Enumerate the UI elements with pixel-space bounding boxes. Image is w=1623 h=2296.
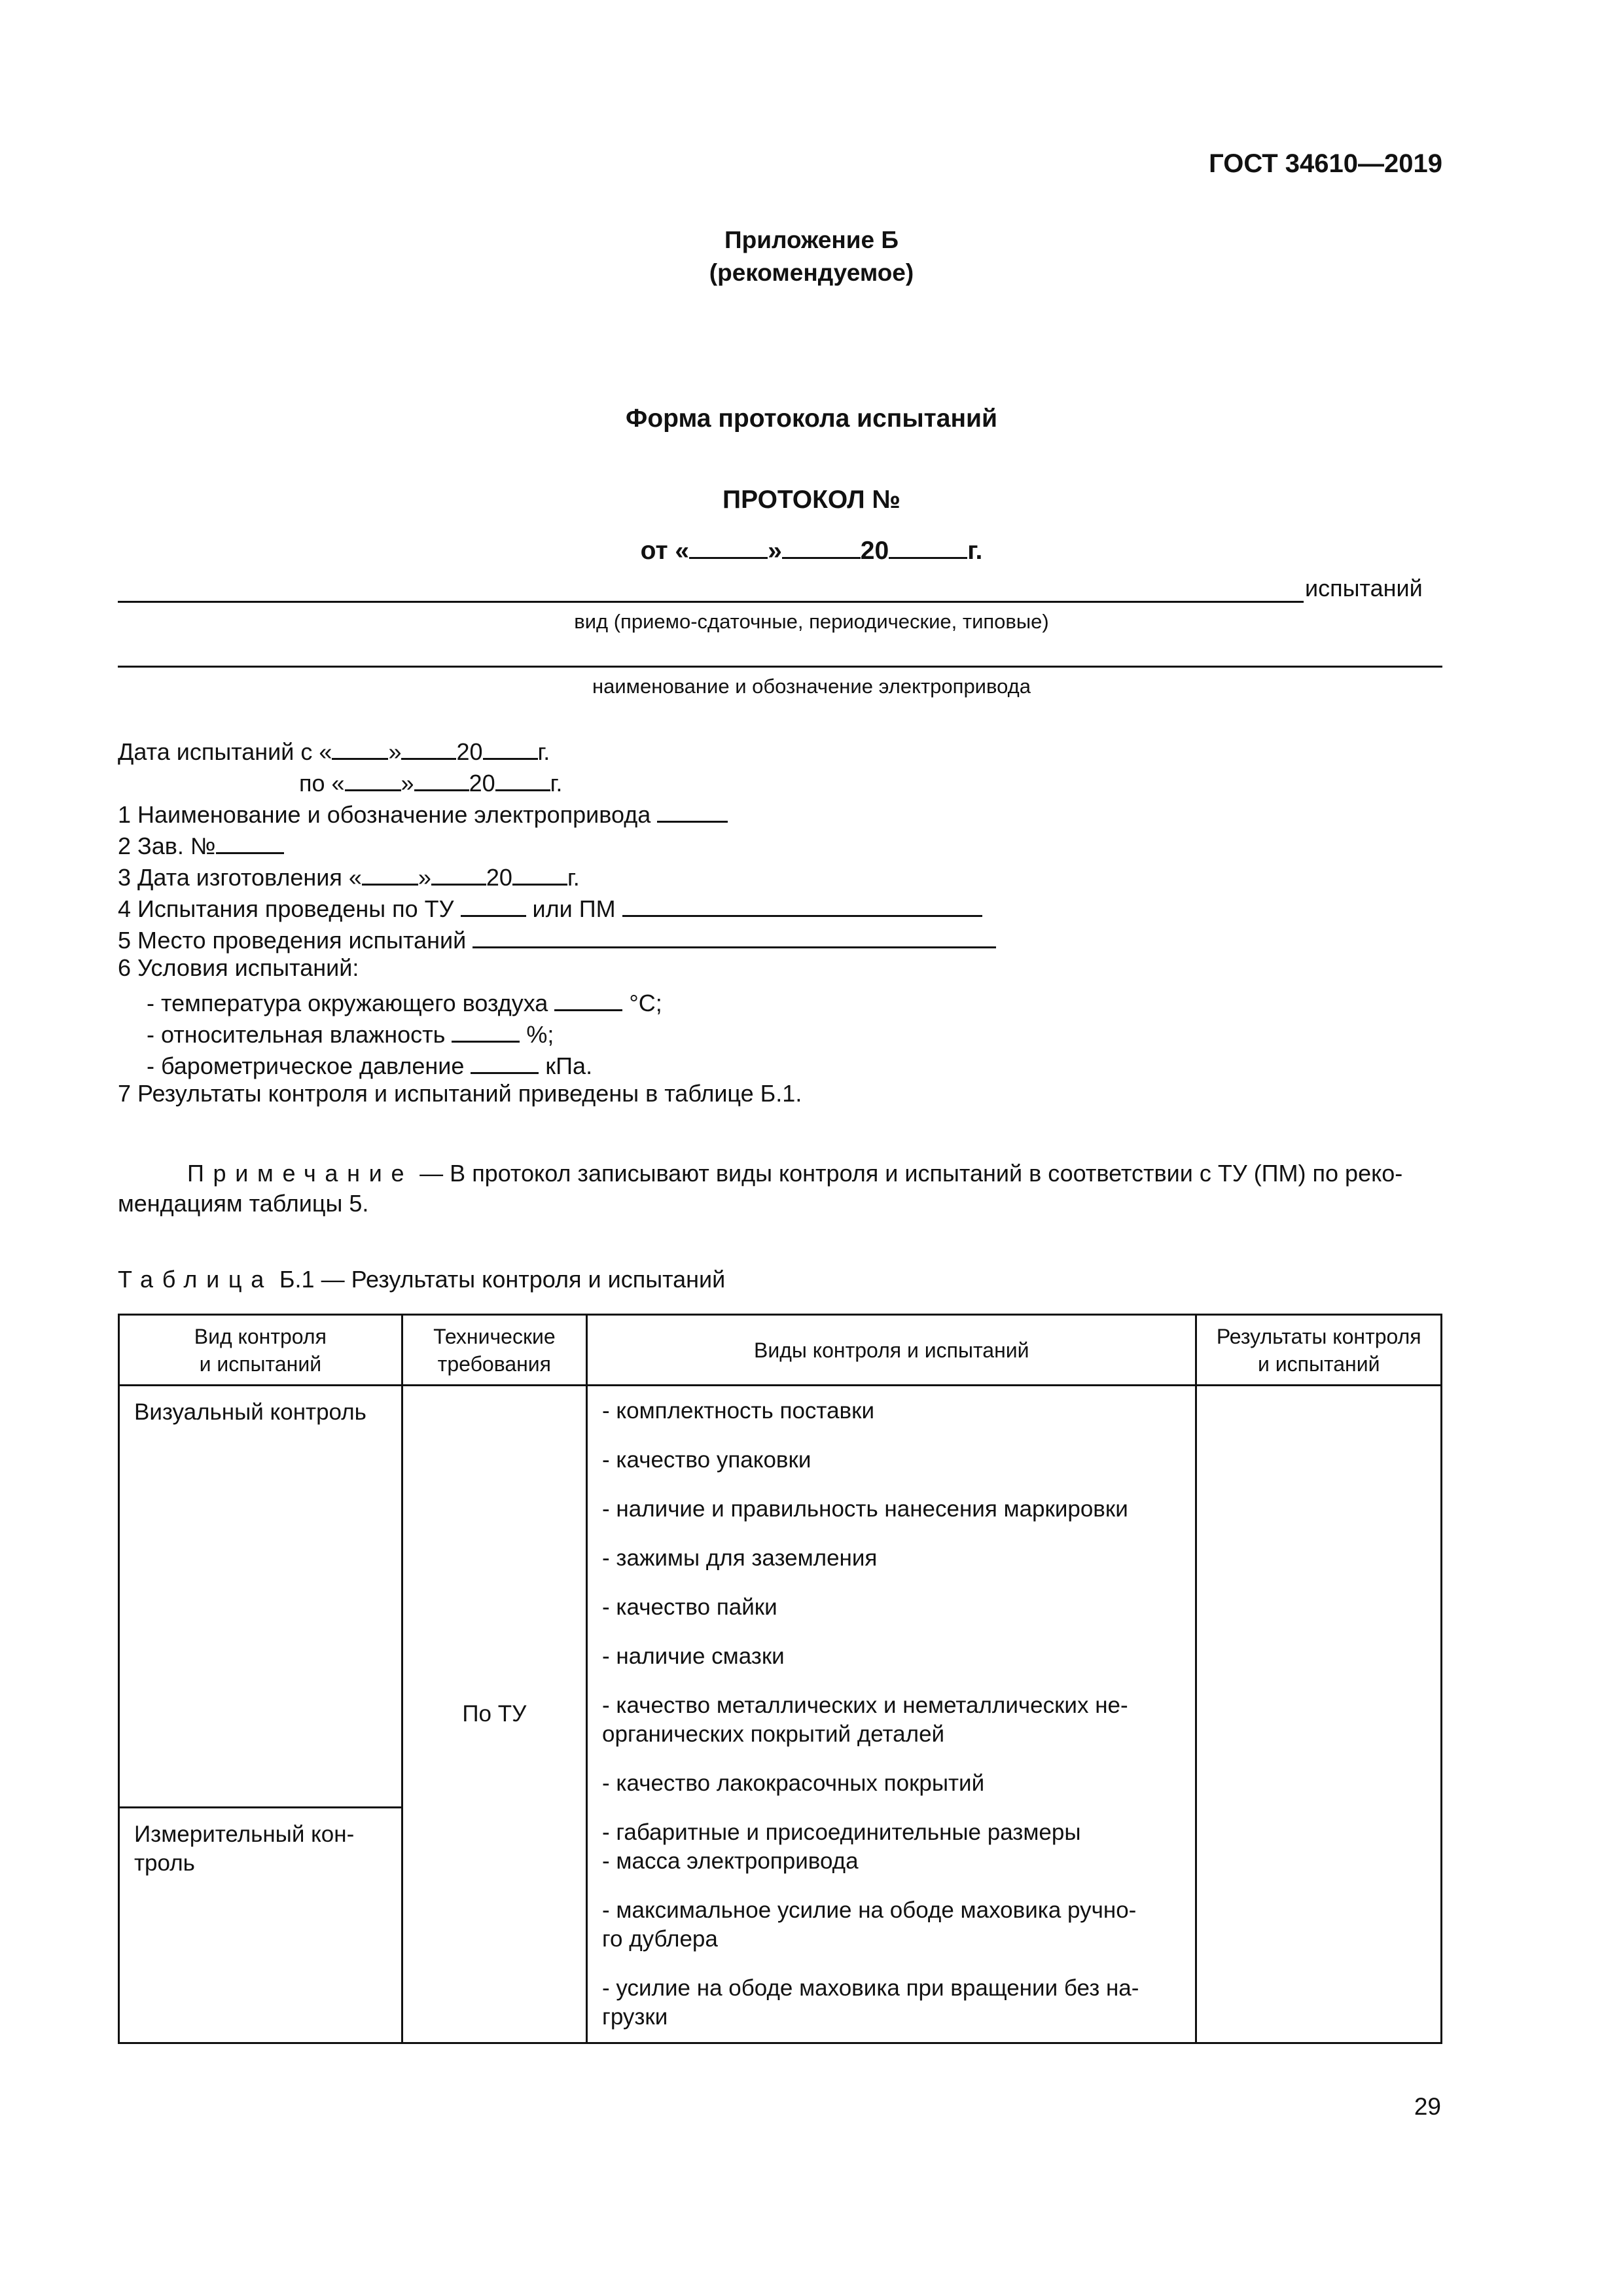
cell-checks	[587, 1386, 1196, 2043]
condition-humidity: - относительная влажность %;	[147, 1017, 554, 1049]
check-item: - качество металлических и неметаллических не- органических покрытий деталей	[602, 1693, 1128, 1747]
check-item: - качество лакокрасочных покрытий	[602, 1770, 985, 1796]
check-item: - наличие смазки	[602, 1643, 785, 1669]
header-checks: Виды контроля и испытаний	[587, 1315, 1196, 1386]
note-line-1: Примечание — В протокол записывают виды контроля и испытаний в соответствии с ТУ (ПМ) по реко-	[187, 1160, 1403, 1187]
item-2: 2 Зав. №	[118, 829, 284, 860]
cell-visual-control	[119, 1386, 402, 1808]
product-name-line	[118, 666, 1442, 668]
measuring-control-label: Измерительный кон- троль	[134, 1821, 355, 1876]
check-item: - комплектность поставки	[602, 1398, 874, 1424]
product-name-caption: наименование и обозначение электропривода	[592, 675, 1031, 698]
test-type-caption: вид (приемо-сдаточные, периодические, типовые)	[574, 610, 1049, 633]
check-item: - зажимы для заземления	[602, 1545, 878, 1571]
appendix-title: Приложение Б	[724, 226, 899, 253]
page-number: 29	[1414, 2093, 1441, 2120]
check-item: - усилие на ободе маховика при вращении без на- грузки	[602, 1975, 1139, 2030]
item-5: 5 Место проведения испытаний	[118, 923, 996, 954]
header-results: Результаты контроля и испытаний	[1196, 1315, 1442, 1386]
test-date-to: по « » 20 г.	[299, 766, 562, 797]
item-6: 6 Условия испытаний:	[118, 954, 359, 981]
item-3: 3 Дата изготовления « » 20 г.	[118, 860, 580, 891]
check-item: - габаритные и присоединительные размеры - масса электропривода	[602, 1820, 1081, 1874]
cell-requirement	[402, 1386, 586, 2043]
check-item: - наличие и правильность нанесения маркировки	[602, 1496, 1128, 1522]
appendix-kind: (рекомендуемое)	[709, 259, 914, 286]
note-line-2: мендациям таблицы 5.	[118, 1190, 369, 1217]
cell-measuring-control	[119, 1808, 402, 2043]
table-header-row	[119, 1315, 1442, 1386]
condition-temperature: - температура окружающего воздуха °С;	[147, 986, 662, 1017]
header-tech-requirements: Технические требования	[402, 1315, 586, 1386]
item-4: 4 Испытания проведены по ТУ или ПМ	[118, 891, 982, 923]
form-title: Форма протокола испытаний	[626, 404, 997, 433]
results-table	[118, 1314, 1442, 2044]
test-date-from: Дата испытаний с « » 20 г.	[118, 734, 550, 766]
tests-word: испытаний	[1305, 575, 1423, 601]
condition-pressure: - барометрическое давление кПа.	[147, 1049, 592, 1080]
item-1: 1 Наименование и обозначение электропривода	[118, 797, 728, 829]
table-caption: Таблица Б.1 — Результаты контроля и испытаний	[118, 1266, 726, 1293]
check-item: - максимальное усилие на ободе маховика ручно- го дублера	[602, 1897, 1137, 1952]
item-7: 7 Результаты контроля и испытаний приведены в таблице Б.1.	[118, 1080, 802, 1107]
header-control-type: Вид контроля и испытаний	[119, 1315, 402, 1386]
requirement-label: По ТУ	[462, 1701, 527, 1727]
protocol-title: ПРОТОКОЛ №	[722, 486, 901, 514]
check-item: - качество пайки	[602, 1594, 777, 1620]
visual-control-label: Визуальный контроль	[134, 1399, 366, 1425]
table-row-visual	[119, 1386, 1442, 1808]
test-type-line	[118, 601, 1304, 603]
standard-number: ГОСТ 34610—2019	[1209, 149, 1442, 178]
cell-results	[1196, 1386, 1442, 2043]
check-item: - качество упаковки	[602, 1447, 812, 1473]
protocol-date: от « » 20 г.	[0, 531, 1623, 565]
